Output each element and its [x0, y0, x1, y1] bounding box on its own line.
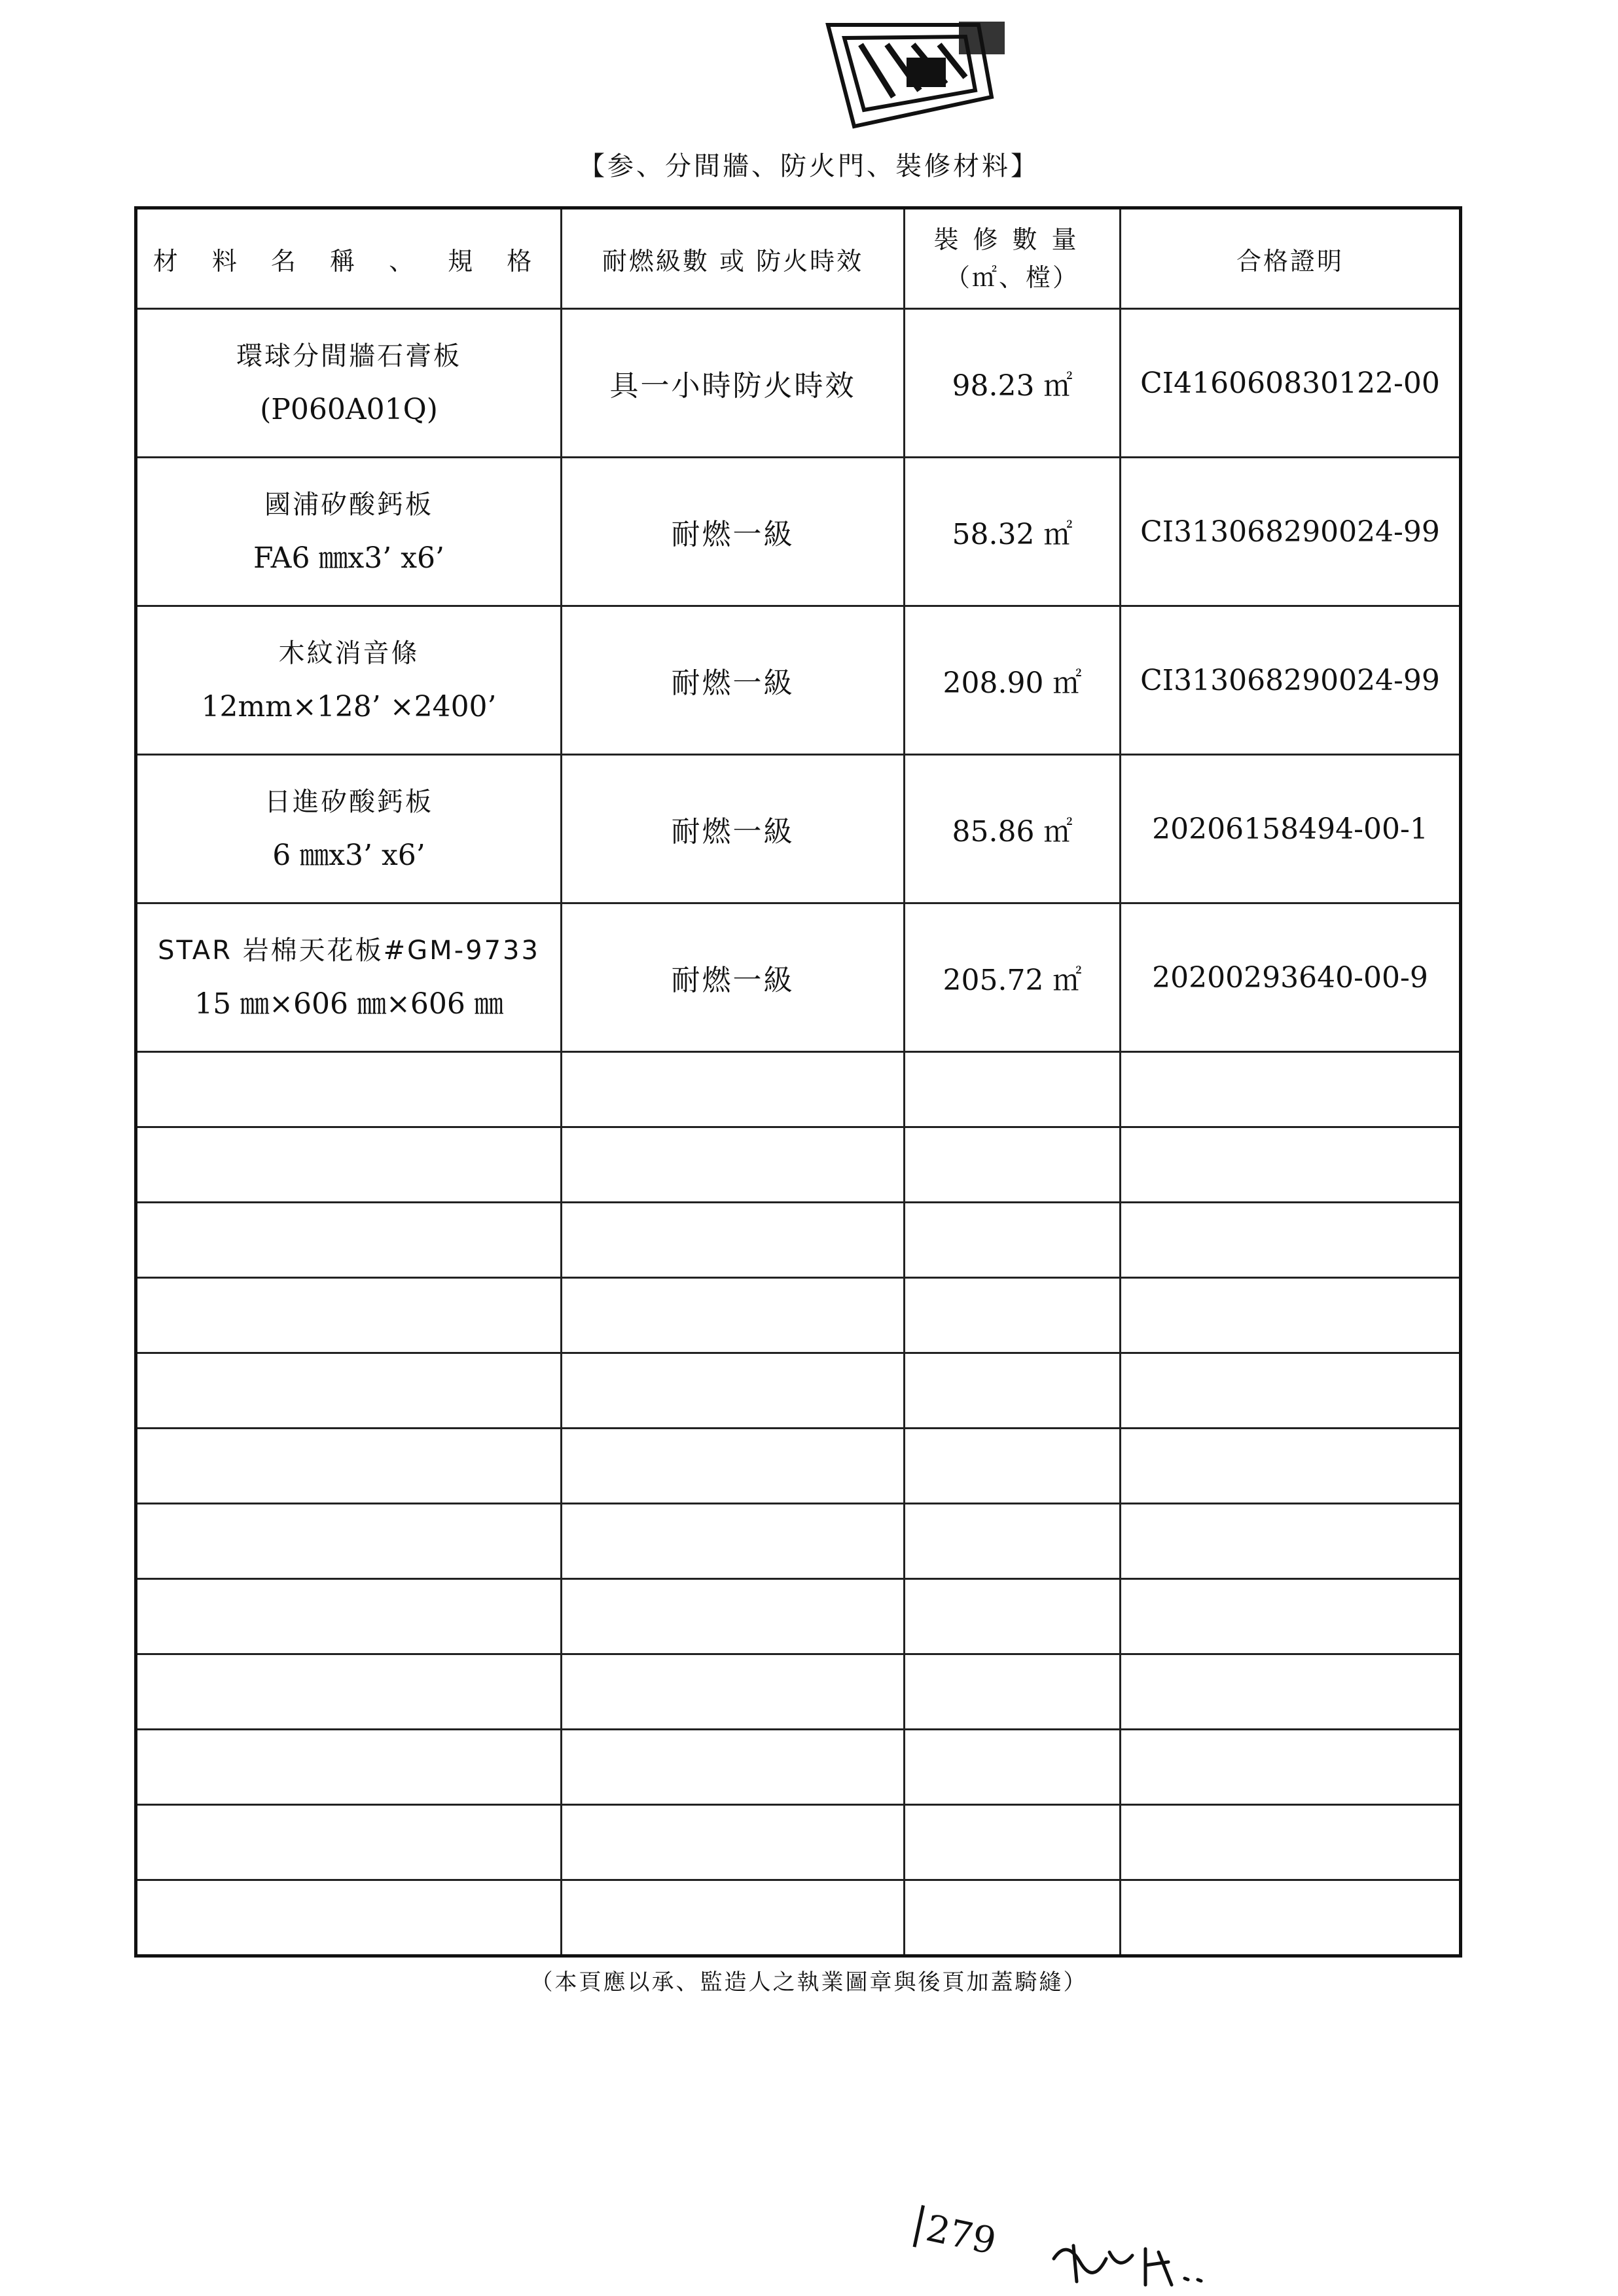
header-material-name: [136, 208, 562, 309]
header-quantity-label: 裝修數量: [933, 225, 1091, 254]
blank-cell: [136, 1730, 562, 1805]
blank-cell: [136, 1429, 562, 1504]
blank-cell: [905, 1654, 1121, 1730]
blank-table-row: [136, 1880, 1461, 1956]
table-row: [136, 903, 1461, 1052]
blank-table-row: [136, 1504, 1461, 1579]
blank-cell: [562, 1579, 905, 1654]
fire-rating-cell: 耐燃一級: [562, 458, 905, 606]
table-row: [136, 755, 1461, 903]
blank-cell: [1121, 1579, 1461, 1654]
header-material-name-label: 材 料 名 稱 、 規 格: [153, 246, 545, 276]
blank-cell: [562, 1278, 905, 1353]
blank-cell: [562, 1730, 905, 1805]
blank-cell: [136, 1654, 562, 1730]
quantity-cell: 205.72 ㎡: [905, 903, 1121, 1052]
header-certificate: [1121, 208, 1461, 309]
fire-rating-cell: 具一小時防火時效: [562, 309, 905, 458]
blank-cell: [905, 1052, 1121, 1127]
blank-cell: [1121, 1880, 1461, 1956]
table-row: [136, 606, 1461, 755]
quantity-cell: 58.32 ㎡: [905, 458, 1121, 606]
material-spec: FA6 ㎜x3’ x6’: [253, 541, 445, 575]
blank-cell: [1121, 1353, 1461, 1429]
blank-cell: [905, 1429, 1121, 1504]
blank-table-row: [136, 1278, 1461, 1353]
official-seal-stamp: [815, 18, 1011, 136]
material-spec: (P060A01Q): [260, 393, 438, 426]
blank-cell: [562, 1805, 905, 1880]
header-fire-rating: [562, 208, 905, 309]
blank-cell: [905, 1730, 1121, 1805]
blank-cell: [1121, 1805, 1461, 1880]
blank-cell: [562, 1203, 905, 1278]
material-name-cell: [136, 309, 562, 458]
certificate-cell: CI313068290024-99: [1121, 606, 1461, 755]
material-name: 日進矽酸鈣板: [264, 787, 433, 817]
blank-table-row: [136, 1052, 1461, 1127]
blank-cell: [136, 1880, 562, 1956]
blank-cell: [905, 1805, 1121, 1880]
blank-cell: [905, 1127, 1121, 1203]
blank-cell: [136, 1579, 562, 1654]
blank-cell: [136, 1278, 562, 1353]
blank-cell: [1121, 1730, 1461, 1805]
blank-cell: [562, 1504, 905, 1579]
blank-cell: [905, 1579, 1121, 1654]
material-name: 木紋消音條: [278, 638, 420, 668]
material-name-cell: [136, 606, 562, 755]
blank-cell: [562, 1429, 905, 1504]
fire-rating-cell: 耐燃一級: [562, 755, 905, 903]
blank-table-row: [136, 1203, 1461, 1278]
table-header-row: [136, 208, 1461, 309]
material-name-cell: [136, 903, 562, 1052]
blank-table-row: [136, 1127, 1461, 1203]
quantity-cell: 98.23 ㎡: [905, 309, 1121, 458]
blank-cell: [905, 1278, 1121, 1353]
header-quantity: [905, 208, 1121, 309]
blank-cell: [905, 1880, 1121, 1956]
blank-table-row: [136, 1730, 1461, 1805]
quantity-cell: 85.86 ㎡: [905, 755, 1121, 903]
blank-cell: [562, 1880, 905, 1956]
materials-table: [134, 206, 1462, 1958]
material-name: 國浦矽酸鈣板: [264, 490, 433, 520]
blank-cell: [1121, 1052, 1461, 1127]
blank-cell: [136, 1353, 562, 1429]
blank-cell: [136, 1127, 562, 1203]
blank-cell: [1121, 1504, 1461, 1579]
certificate-cell: CI416060830122-00: [1121, 309, 1461, 458]
blank-table-row: [136, 1579, 1461, 1654]
blank-cell: [136, 1052, 562, 1127]
fire-rating-cell: 耐燃一級: [562, 606, 905, 755]
blank-cell: [136, 1805, 562, 1880]
blank-table-row: [136, 1429, 1461, 1504]
blank-cell: [905, 1353, 1121, 1429]
header-certificate-label: 合格證明: [1236, 246, 1344, 276]
blank-table-row: [136, 1654, 1461, 1730]
material-name: 環球分間牆石膏板: [236, 341, 461, 371]
material-spec: 12mm×128’ ×2400’: [201, 690, 497, 723]
blank-cell: [905, 1504, 1121, 1579]
blank-cell: [1121, 1203, 1461, 1278]
material-name-cell: [136, 755, 562, 903]
blank-cell: [562, 1052, 905, 1127]
blank-table-row: [136, 1805, 1461, 1880]
page-number: 279: [913, 2205, 1000, 2263]
blank-table-row: [136, 1353, 1461, 1429]
material-name: STAR 岩棉天花板#GM-9733: [158, 936, 540, 966]
header-fire-rating-label: 耐燃級數 或 防火時效: [602, 246, 864, 276]
section-title: 【参、分間牆、防火門、裝修材料】: [579, 151, 1039, 181]
quantity-cell: 208.90 ㎡: [905, 606, 1121, 755]
handwritten-signature: [1047, 2232, 1217, 2291]
blank-cell: [136, 1504, 562, 1579]
certificate-cell: 20206158494-00-1: [1121, 755, 1461, 903]
table-row: [136, 309, 1461, 458]
blank-cell: [1121, 1654, 1461, 1730]
footer-note: （本頁應以承、監造人之執業圖章與後頁加蓋騎縫）: [530, 1969, 1088, 1995]
blank-cell: [905, 1203, 1121, 1278]
fire-rating-cell: 耐燃一級: [562, 903, 905, 1052]
material-name-cell: [136, 458, 562, 606]
blank-cell: [562, 1353, 905, 1429]
blank-cell: [136, 1203, 562, 1278]
blank-cell: [1121, 1127, 1461, 1203]
certificate-cell: 20200293640-00-9: [1121, 903, 1461, 1052]
blank-cell: [1121, 1278, 1461, 1353]
blank-cell: [1121, 1429, 1461, 1504]
certificate-cell: CI313068290024-99: [1121, 458, 1461, 606]
table-row: [136, 458, 1461, 606]
blank-cell: [562, 1654, 905, 1730]
header-quantity-unit: （㎡、樘）: [944, 263, 1079, 292]
material-spec: 6 ㎜x3’ x6’: [272, 839, 425, 872]
material-spec: 15 ㎜×606 ㎜×606 ㎜: [194, 987, 503, 1021]
blank-cell: [562, 1127, 905, 1203]
